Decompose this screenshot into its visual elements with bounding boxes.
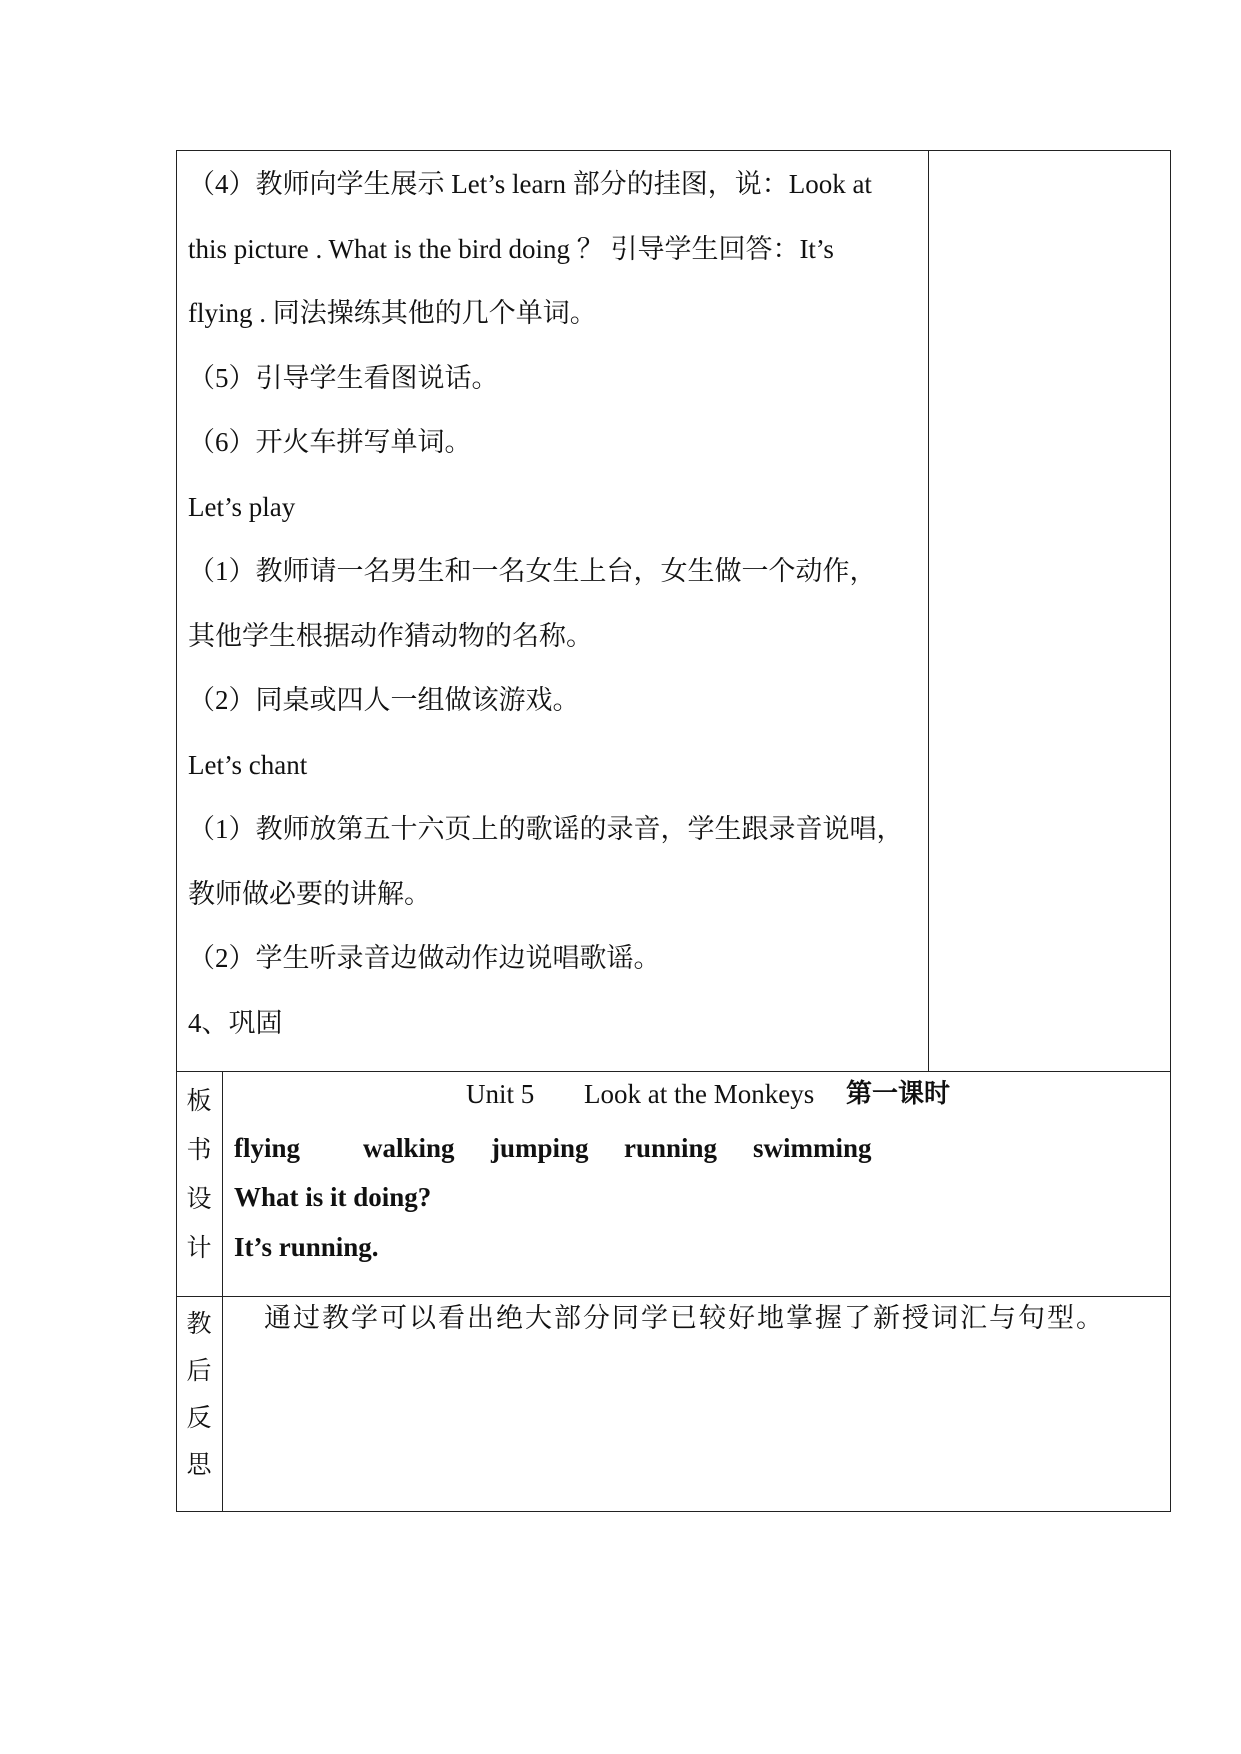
board-word: flying bbox=[234, 1133, 301, 1163]
reflection-label bbox=[176, 1309, 222, 1509]
table-divider-board-row bbox=[176, 1071, 1171, 1072]
board-title-name: Look at the Monkeys bbox=[584, 1079, 815, 1109]
table-divider-right-column bbox=[928, 150, 929, 1072]
reflection-label-char: 思 bbox=[186, 1450, 212, 1479]
procedure-line: 教师做必要的讲解。 bbox=[188, 879, 431, 909]
board-answer: It’s running. bbox=[234, 1232, 379, 1262]
reflection-text: 通过教学可以看出绝大部分同学已较好地掌握了新授词汇与句型。 bbox=[264, 1303, 1105, 1333]
board-title-unit: Unit 5 bbox=[466, 1079, 535, 1109]
board-title-lesson: 第一课时 bbox=[846, 1079, 951, 1109]
table-divider-reflection-row bbox=[176, 1296, 1171, 1297]
procedure-line: 其他学生根据动作猜动物的名称。 bbox=[188, 621, 593, 651]
board-label-char: 计 bbox=[186, 1233, 212, 1262]
procedure-line: this picture . What is the bird doing ？ 引导学生回答：It’s bbox=[188, 234, 834, 264]
board-label-char: 书 bbox=[186, 1135, 212, 1164]
reflection-label-char: 后 bbox=[186, 1356, 212, 1385]
board-label-char: 设 bbox=[186, 1184, 212, 1213]
board-question: What is it doing? bbox=[234, 1182, 432, 1212]
board-word: walking bbox=[363, 1133, 455, 1163]
board-word: swimming bbox=[753, 1133, 872, 1163]
procedure-line: （2）学生听录音边做动作边说唱歌谣。 bbox=[188, 943, 661, 973]
procedure-line: （1）教师放第五十六页上的歌谣的录音，学生跟录音说唱， bbox=[188, 814, 904, 844]
board-label-char: 板 bbox=[186, 1086, 212, 1115]
table-divider-label-column bbox=[222, 1071, 223, 1512]
procedure-line: 4、巩固 bbox=[188, 1008, 283, 1038]
procedure-line: （6）开火车拼写单词。 bbox=[188, 427, 472, 457]
board-word: running bbox=[624, 1133, 718, 1163]
procedure-line: （1）教师请一名男生和一名女生上台，女生做一个动作， bbox=[188, 556, 877, 586]
procedure-line: （4）教师向学生展示 Let’s learn 部分的挂图，说：Look at bbox=[188, 169, 872, 199]
procedure-line: （5）引导学生看图说话。 bbox=[188, 363, 499, 393]
reflection-label-char: 反 bbox=[186, 1403, 212, 1432]
board-design-label bbox=[176, 1086, 222, 1286]
procedure-line: Let’s chant bbox=[188, 750, 308, 780]
procedure-line: （2）同桌或四人一组做该游戏。 bbox=[188, 685, 580, 715]
board-word: jumping bbox=[491, 1133, 589, 1163]
procedure-line: Let’s play bbox=[188, 492, 296, 522]
reflection-label-char: 教 bbox=[186, 1309, 212, 1338]
procedure-line: flying . 同法操练其他的几个单词。 bbox=[188, 298, 597, 328]
